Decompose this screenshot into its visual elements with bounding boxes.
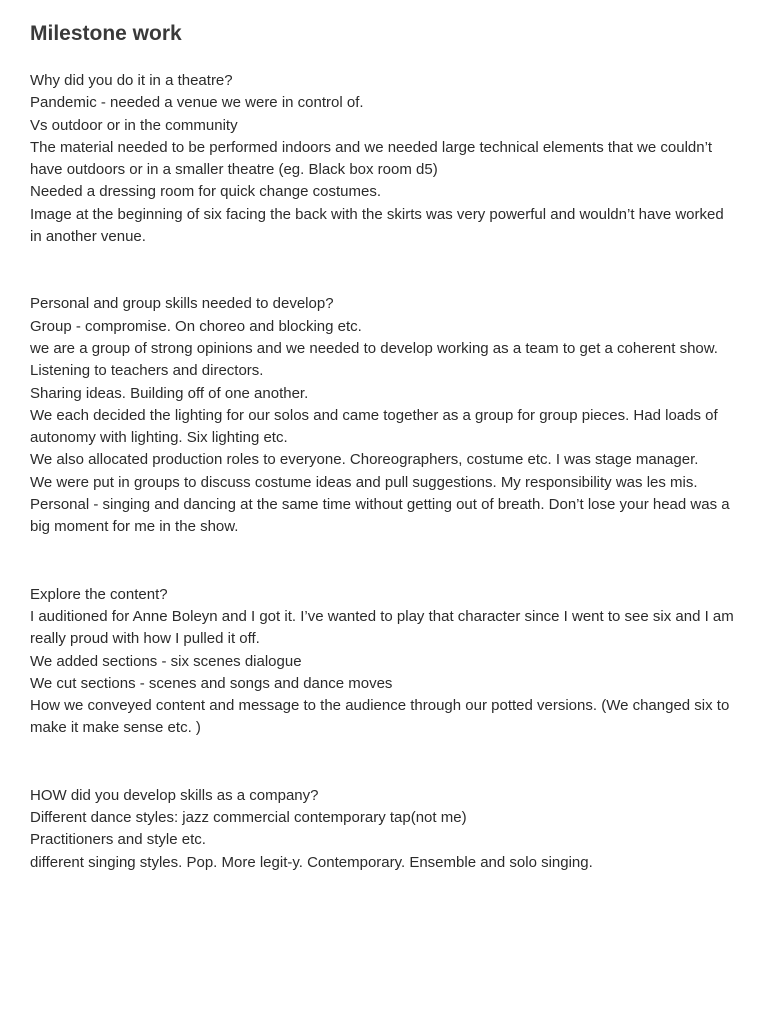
section-question: Why did you do it in a theatre? — [30, 72, 233, 89]
section-question: Explore the content? — [30, 585, 168, 603]
note-section-content — [30, 584, 738, 740]
note-line: We added sections - six scenes dialogue — [30, 652, 302, 670]
note-line: Listening to teachers and directors. — [30, 362, 264, 380]
note-line: We each decided the lighting for our solos and came together as a group for group pieces. Had loads of autonomy with lighting. Six lighting etc. — [30, 406, 718, 447]
note-line: Image at the beginning of six facing the back with the skirts was very powerful and wouldn’t have worked in another venue. — [30, 205, 724, 246]
note-line: Group - compromise. On choreo and blocking etc. — [30, 317, 362, 335]
note-line: Pandemic - needed a venue we were in control of. — [30, 94, 364, 112]
note-line: Practitioners and style etc. — [30, 831, 206, 849]
note-section-skills — [30, 293, 738, 538]
note-line: Different dance styles: jazz commercial contemporary tap(not me) — [30, 809, 467, 827]
note-line: I auditioned for Anne Boleyn and I got it. I’ve wanted to play that character since I went to see six and I am really proud with how I pulled it off. — [30, 607, 734, 648]
note-line: Personal - singing and dancing at the same time without getting out of breath. Don’t lose your head was a big moment for me in the show. — [30, 496, 730, 536]
section-question: HOW did you develop skills as a company? — [30, 786, 319, 804]
note-line: We were put in groups to discuss costume ideas and pull suggestions. My responsibility was les mis. — [30, 473, 698, 491]
note-section-company — [30, 785, 738, 874]
note-line: The material needed to be performed indoors and we needed large technical elements that we couldn’t have outdoors or in a smaller theatre (eg. Black box room d5) — [30, 138, 713, 179]
note-title[interactable]: Milestone work — [30, 22, 182, 45]
note-line: Needed a dressing room for quick change costumes. — [30, 183, 382, 201]
note-line: we are a group of strong opinions and we needed to develop working as a team to get a coherent show. — [30, 339, 718, 357]
note-line: How we conveyed content and message to the audience through our potted versions. (We changed six to make it make sense etc. ) — [30, 697, 730, 737]
note-line: We cut sections - scenes and songs and dance moves — [30, 674, 393, 692]
note-line: Vs outdoor or in the community — [30, 116, 238, 134]
note-line: We also allocated production roles to everyone. Choreographers, costume etc. I was stage manager. — [30, 451, 699, 469]
note-body[interactable] — [30, 70, 738, 874]
note-section-theatre — [30, 70, 738, 248]
note-line: different singing styles. Pop. More legit-y. Contemporary. Ensemble and solo singing. — [30, 853, 593, 871]
note-line: Sharing ideas. Building off of one another. — [30, 384, 309, 402]
section-question: Personal and group skills needed to develop? — [30, 295, 334, 313]
